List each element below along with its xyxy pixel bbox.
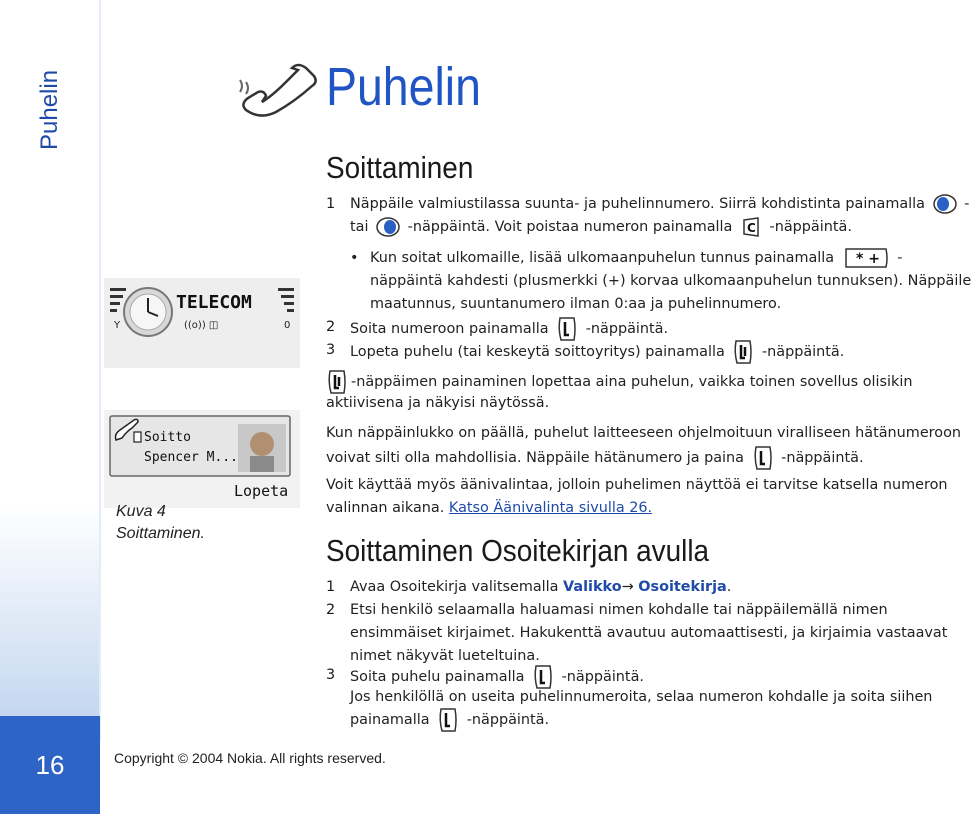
bullet-text-part: Kun soitat ulkomaille, lisää ulkomaanpuhelun tunnus painamalla: [370, 250, 835, 266]
svg-text:* +: * +: [855, 251, 880, 267]
arrow-icon: →: [621, 579, 634, 595]
star-key-icon: [842, 247, 890, 269]
scroll-key-icon: [376, 217, 400, 237]
contact-photo: [238, 424, 286, 472]
page-number: 16: [35, 750, 65, 780]
step-number: 1: [326, 196, 336, 212]
note-text-part: valinnan aikana.: [326, 500, 445, 516]
step-text-part: -näppäintä.: [769, 219, 852, 235]
call-key-icon: [437, 707, 459, 733]
caption-line: Kuva 4: [116, 503, 166, 520]
softkey-end: Lopeta: [234, 482, 289, 500]
bullet-text: näppäintä kahdesti (plusmerkki (+) korvaa ulkomaanpuhelun tunnuksen). Näppäile: [370, 273, 971, 289]
step-text: [350, 216, 852, 239]
section-title: Soittaminen: [326, 150, 474, 185]
contact-name: Spencer M...: [144, 450, 238, 465]
sidebar-divider: [99, 0, 101, 740]
voice-dialling-link[interactable]: Katso Äänivalinta sivulla 26.: [448, 500, 653, 516]
step-text: [350, 707, 549, 733]
note-text-part: -näppäintä.: [781, 450, 864, 466]
svg-text:0: 0: [284, 320, 291, 331]
step-text-part: -näppäintä. Voit poistaa numeron painamalla: [407, 219, 733, 235]
step-text-part: -näppäintä.: [561, 669, 644, 685]
page-title: Puhelin: [326, 57, 481, 117]
step-text: Jos henkilöllä on useita puhelinnumeroita, selaa numeron kohdalle ja soita siihen: [350, 689, 933, 705]
section-title: Soittaminen Osoitekirjan avulla: [326, 533, 710, 568]
bullet-text: maatunnus, suuntanumero ilman 0:aa ja puhelinnumero.: [370, 296, 782, 312]
step-number: 1: [326, 579, 336, 595]
step-text: Etsi henkilö selaamalla haluamasi nimen kohdalle tai näppäilemällä nimen: [350, 602, 888, 618]
step-number: 2: [326, 602, 336, 618]
step-text: [350, 339, 844, 365]
copyright: Copyright © 2004 Nokia. All rights reserved.: [114, 750, 386, 766]
step-text-part: Soita puhelu painamalla: [350, 669, 525, 685]
step-text: nimet näkyvät lueteltuina.: [350, 648, 540, 664]
end-key-icon: [732, 339, 754, 365]
note-text-part: -näppäimen painaminen lopettaa aina puhelun, vaikka toinen sovellus olisikin: [351, 374, 913, 390]
svg-text:C: C: [746, 221, 756, 235]
clock-icon: [124, 288, 172, 336]
note-text-part: voivat silti olla mahdollisia. Näppäile hätänumero ja paina: [326, 450, 744, 466]
step-text-part: -näppäintä.: [466, 712, 550, 728]
operator-name: TELECOM: [176, 292, 252, 313]
step-number: 2: [326, 319, 336, 335]
calling-label: Soitto: [144, 430, 191, 445]
scroll-key-icon: [933, 194, 957, 214]
clear-key-icon: [740, 216, 762, 238]
step-text-part: painamalla: [350, 712, 430, 728]
handset-icon: [238, 64, 320, 120]
step-number: 3: [326, 342, 336, 358]
svg-text:Y: Y: [114, 320, 121, 331]
step-text-part: -näppäintä.: [585, 321, 669, 337]
note-text: aktiivisena ja näkyisi näytössä.: [326, 395, 550, 411]
phone-standby-screen: [104, 278, 300, 368]
bullet-text: [370, 247, 902, 270]
menu-item-valikko: Valikko: [563, 579, 622, 595]
step-text-part: Lopeta puhelu (tai keskeytä soittoyritys) painamalla: [350, 344, 725, 360]
phone-calling-screen: [104, 410, 300, 508]
step-text: ensimmäiset kirjaimet. Hakukenttä avautuu automaattisesti, ja kirjaimia vastaavat: [350, 625, 948, 641]
menu-item-osoitekirja: Osoitekirja: [638, 579, 727, 595]
step-text: [350, 576, 731, 599]
step-text-part: -: [964, 196, 970, 212]
step-text-part: Soita numeroon painamalla: [350, 321, 549, 337]
step-text-part: Avaa Osoitekirja valitsemalla: [350, 579, 559, 595]
step-text: [350, 193, 969, 216]
note-text: Voit käyttää myös äänivalintaa, jolloin puhelimen näyttöä ei tarvitse katsella numeron: [326, 477, 948, 493]
svg-text:((ο)) ◫: ((ο)) ◫: [184, 320, 219, 331]
call-key-icon: [752, 445, 774, 471]
step-text-part: -näppäintä.: [761, 344, 845, 360]
step-number: 3: [326, 667, 336, 683]
bullet-text-part: -: [897, 250, 903, 266]
note-text: [326, 497, 652, 520]
note-text: Kun näppäinlukko on päällä, puhelut laitteeseen ohjelmoituun viralliseen hätänumeroon: [326, 425, 961, 441]
bullet: •: [350, 250, 359, 266]
step-text-part: .: [726, 579, 732, 595]
step-text-part: tai: [350, 219, 369, 235]
chapter-label: Puhelin: [36, 69, 63, 150]
step-text-part: Näppäile valmiustilassa suunta- ja puhelinnumero. Siirrä kohdistinta painamalla: [350, 196, 925, 212]
note-text: [326, 445, 864, 471]
figure-caption: [116, 501, 205, 545]
caption-line: Soittaminen.: [116, 525, 205, 542]
